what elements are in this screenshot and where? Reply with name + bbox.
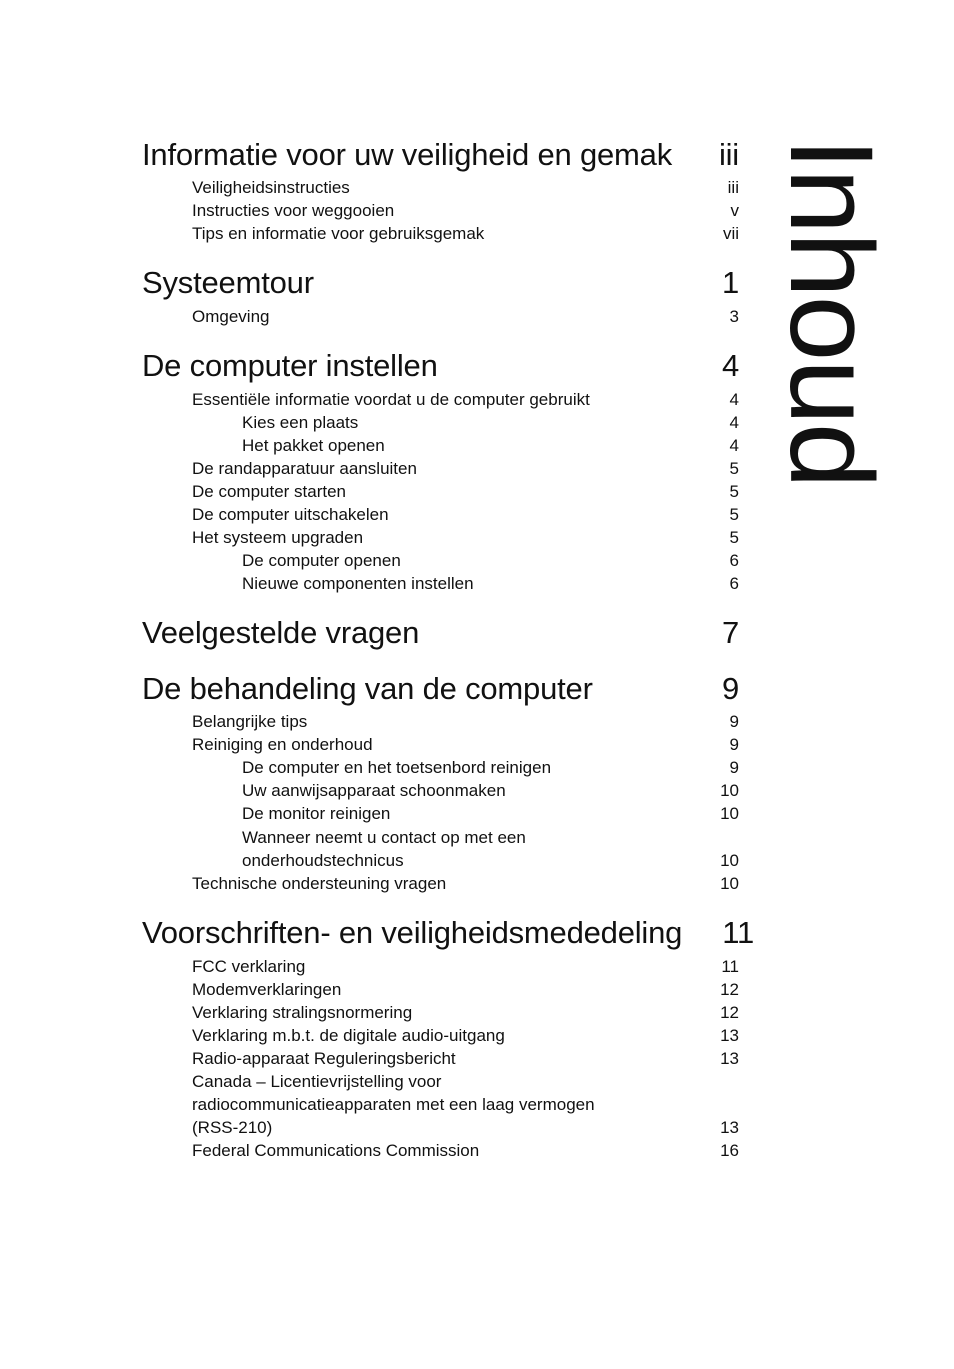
toc-subentry[interactable]: [142, 574, 739, 594]
entry-label: Instructies voor weggooien: [192, 201, 395, 220]
entry-label: Belangrijke tips: [192, 712, 308, 731]
entry-label: De computer starten: [192, 482, 347, 501]
chapter-title: Informatie voor uw veiligheid en gemak: [142, 137, 673, 172]
entry-label: Tips en informatie voor gebruiksgemak: [192, 224, 485, 243]
entry-page: 10: [720, 851, 739, 870]
toc-entry[interactable]: [142, 712, 739, 732]
entry-page: 10: [720, 804, 739, 823]
entry-label: De computer openen: [242, 551, 401, 570]
toc-chapter-care[interactable]: [142, 671, 739, 707]
entry-label: Technische ondersteuning vragen: [192, 874, 447, 893]
entry-page: 9: [729, 712, 739, 731]
entry-page: 9: [729, 758, 739, 777]
entry-label: Uw aanwijsapparaat schoonmaken: [242, 781, 506, 800]
toc-entry[interactable]: [142, 1072, 739, 1092]
toc-subentry[interactable]: [142, 413, 739, 433]
toc-entry[interactable]: [142, 980, 739, 1000]
entry-label: De computer en het toetsenbord reinigen: [242, 758, 552, 777]
entry-label: De computer uitschakelen: [192, 505, 389, 524]
entry-page: 13: [720, 1049, 739, 1068]
entry-label: Federal Communications Commission: [192, 1141, 480, 1160]
entry-label: Veiligheidsinstructies: [192, 178, 350, 197]
chapter-title: Systeemtour: [142, 265, 314, 300]
chapter-page: 1: [721, 265, 739, 300]
entry-label: (RSS-210): [192, 1118, 273, 1137]
entry-page: 5: [729, 459, 739, 478]
toc-entry[interactable]: [142, 178, 739, 198]
toc-entry[interactable]: [142, 1003, 739, 1023]
toc-entry[interactable]: [142, 874, 739, 894]
page-title: Inhoud: [765, 137, 897, 487]
entry-page: v: [730, 201, 739, 220]
toc-entry[interactable]: [142, 735, 739, 755]
toc-entry[interactable]: [142, 1141, 739, 1161]
chapter-title: Veelgestelde vragen: [142, 615, 420, 650]
toc-chapter-instellen[interactable]: [142, 348, 739, 384]
entry-label: radiocommunicatieapparaten met een laag vermogen: [192, 1095, 595, 1114]
toc-entry[interactable]: [142, 1118, 739, 1138]
toc-subentry[interactable]: [142, 828, 739, 848]
entry-label: Verklaring stralingsnormering: [192, 1003, 413, 1022]
toc-subentry[interactable]: [142, 758, 739, 778]
toc-entry[interactable]: [142, 1026, 739, 1046]
entry-label: Omgeving: [192, 307, 270, 326]
toc-subentry[interactable]: [142, 781, 739, 801]
entry-label: Canada – Licentievrijstelling voor: [192, 1072, 442, 1091]
toc-entry[interactable]: [142, 224, 739, 244]
toc-entry[interactable]: [142, 459, 739, 479]
toc-entry[interactable]: [142, 528, 739, 548]
toc-chapter-regulations[interactable]: [142, 915, 754, 951]
entry-page: iii: [727, 178, 739, 197]
toc-subentry[interactable]: [142, 436, 739, 456]
entry-page: 6: [729, 574, 739, 593]
entry-page: 10: [720, 874, 739, 893]
entry-label: De monitor reinigen: [242, 804, 391, 823]
entry-page: 10: [720, 781, 739, 800]
entry-label: FCC verklaring: [192, 957, 306, 976]
entry-page: 12: [720, 980, 739, 999]
toc-subentry[interactable]: [142, 551, 739, 571]
entry-page: 4: [729, 413, 739, 432]
entry-label: Kies een plaats: [242, 413, 359, 432]
toc-entry[interactable]: [142, 505, 739, 525]
entry-label: Reiniging en onderhoud: [192, 735, 373, 754]
entry-page: 16: [720, 1141, 739, 1160]
entry-label: Het systeem upgraden: [192, 528, 364, 547]
entry-label: Het pakket openen: [242, 436, 385, 455]
page-title-vertical: [765, 137, 897, 487]
entry-label: Verklaring m.b.t. de digitale audio-uitgang: [192, 1026, 505, 1045]
entry-page: 4: [729, 436, 739, 455]
toc-entry[interactable]: [142, 957, 739, 977]
toc-chapter-faq[interactable]: [142, 615, 739, 651]
entry-page: 5: [729, 528, 739, 547]
toc-entry[interactable]: [142, 482, 739, 502]
toc-entry[interactable]: [142, 390, 739, 410]
entry-label: De randapparatuur aansluiten: [192, 459, 417, 478]
entry-label: Essentiële informatie voordat u de computer gebruikt: [192, 390, 590, 409]
entry-page: 13: [720, 1118, 739, 1137]
chapter-title: De computer instellen: [142, 348, 438, 383]
entry-page: 9: [729, 735, 739, 754]
entry-page: 5: [729, 482, 739, 501]
entry-label: Modemverklaringen: [192, 980, 342, 999]
entry-label: Wanneer neemt u contact op met een: [242, 828, 526, 847]
chapter-page: iii: [718, 137, 739, 172]
chapter-page: 7: [721, 615, 739, 650]
toc-entry[interactable]: [142, 1049, 739, 1069]
toc-chapter-systeemtour[interactable]: [142, 265, 739, 301]
entry-page: 11: [721, 957, 739, 976]
chapter-page: 9: [721, 671, 739, 706]
entry-page: vii: [722, 224, 739, 243]
toc-subentry[interactable]: [142, 851, 739, 871]
toc-entry[interactable]: [142, 307, 739, 327]
entry-page: 12: [720, 1003, 739, 1022]
entry-label: Nieuwe componenten instellen: [242, 574, 474, 593]
entry-page: 6: [729, 551, 739, 570]
entry-page: 3: [729, 307, 739, 326]
entry-page: 5: [729, 505, 739, 524]
toc-chapter-safety[interactable]: [142, 137, 739, 173]
chapter-page: 11: [722, 915, 754, 950]
toc-entry[interactable]: [142, 201, 739, 221]
entry-page: 4: [729, 390, 739, 409]
entry-label: Radio-apparaat Reguleringsbericht: [192, 1049, 456, 1068]
entry-page: 13: [720, 1026, 739, 1045]
toc-entry[interactable]: [142, 1095, 739, 1115]
toc-subentry[interactable]: [142, 804, 739, 824]
chapter-title: De behandeling van de computer: [142, 671, 593, 706]
chapter-page: 4: [721, 348, 739, 383]
chapter-title: Voorschriften- en veiligheidsmededeling: [142, 915, 683, 950]
entry-label: onderhoudstechnicus: [242, 851, 404, 870]
